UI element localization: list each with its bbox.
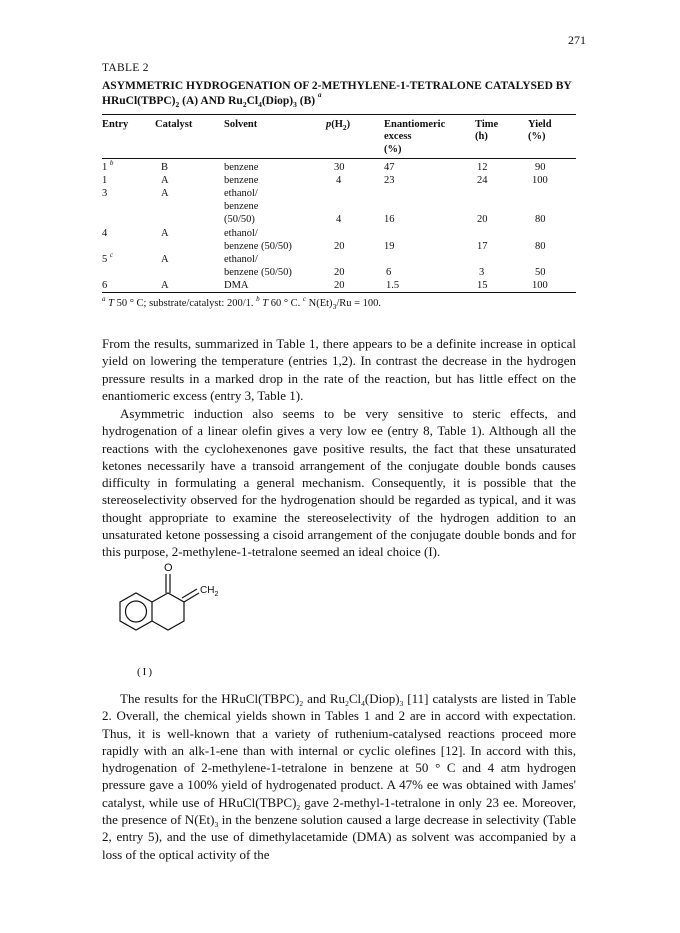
cell-pressure: 30: [334, 162, 345, 173]
cell-entry: 1: [102, 175, 108, 186]
cell-entry: 4: [102, 228, 108, 239]
header-yield-2: (%): [528, 131, 546, 142]
cell-yield: 90: [535, 162, 546, 173]
aromatic-circle: [126, 601, 147, 622]
oxygen-label: O: [164, 562, 173, 574]
cell-yield: 100: [532, 280, 548, 291]
header-ee-2: excess: [384, 131, 412, 142]
header-time-2: (h): [475, 131, 488, 142]
table-label: TABLE 2: [102, 62, 149, 74]
exocyclic-double-bond: [182, 589, 197, 598]
methylene-label: $CH_2$: [200, 585, 219, 598]
table-bottom-rule: [102, 292, 576, 293]
cell-ee: 47: [384, 162, 395, 173]
cell-solvent: benzene: [224, 162, 259, 173]
header-ee-3: (%): [384, 144, 402, 155]
body-paragraph: From the results, summarized in Table 1, there appears to be a definite increase in optical yield on lowering the temperature (entries 1,2). In contrast the decrease in the hydrogen pressure results in a marked drop in the rate of the reaction, but has little effect on the enantiomeric excess (entry 3, Table 1).: [102, 336, 576, 403]
cell-entry: 5 $^c$: [102, 251, 113, 265]
cell-time: 20: [477, 214, 488, 225]
cell-time: 17: [477, 241, 488, 252]
cell-solvent: benzene (50/50): [224, 241, 292, 252]
cell-entry: 1 $^b$: [102, 159, 114, 173]
cell-catalyst: A: [161, 280, 169, 291]
cell-solvent: benzene (50/50): [224, 267, 292, 278]
body-paragraph: The results for the $HRuCl(TBPC)_2$ and $Ru_2Cl_4(Diop)_3$ [11] catalysts are listed in Table 2. Overall, the chemical yields shown in Tables 1 and 2 are in accord with expectation. Thus, it is well-known that a variety of ruthenium-catalysed reactions proceed more rapidly with an alk-1-ene than with internal or cyclic olefines [12]. In accord with this, hydrogenation of 2-methylene-1-tetralone in benzene at 50 ° C and 4 atm hydrogen pressure gave a 100% yield of hydrogenated product. A 47% ee was obtained with James' catalyst, while use of $HRuCl(TBPC)_2$ gave 2-methyl-1-tetralone in only 23 ee. Moreover, the presence of $N(Et)_3$ in the benzene solution caused a large decrease in selectivity (Table 2, entry 5), and the use of dimethylacetamide (DMA) as solvent was accompanied by a loss of the optical activity of the: [102, 691, 576, 862]
cell-pressure: 20: [334, 267, 345, 278]
cell-time: 3: [479, 267, 485, 278]
header-pressure: $p(H_2)$: [326, 119, 351, 132]
chemical-structure-2-methylene-1-tetralone: [96, 560, 236, 664]
cell-pressure: 20: [334, 280, 345, 291]
table-header-rule: [102, 158, 576, 159]
cell-ee: 23: [384, 175, 395, 186]
exocyclic-double-bond: [184, 593, 199, 602]
cell-pressure: 20: [334, 241, 345, 252]
cell-yield: 80: [535, 214, 546, 225]
cell-yield: 50: [535, 267, 546, 278]
cell-ee: 16: [384, 214, 395, 225]
benzene-ring: [120, 593, 152, 630]
cell-catalyst: A: [161, 188, 169, 199]
cell-solvent: ethanol/: [224, 228, 258, 239]
cell-ee: 6: [386, 267, 392, 278]
cell-ee: 19: [384, 241, 395, 252]
cell-yield: 100: [532, 175, 548, 186]
cell-pressure: 4: [336, 214, 342, 225]
cell-solvent: (50/50): [224, 214, 255, 225]
cell-solvent: ethanol/: [224, 188, 258, 199]
cell-catalyst: B: [161, 162, 169, 173]
header-entry: Entry: [102, 119, 129, 130]
header-ee-1: Enantiomeric: [384, 119, 446, 130]
cell-solvent: benzene: [224, 175, 259, 186]
header-time-1: Time: [475, 119, 499, 130]
cell-time: 15: [477, 280, 488, 291]
cell-catalyst: A: [161, 228, 169, 239]
cell-solvent: DMA: [224, 280, 249, 291]
cell-pressure: 4: [336, 175, 342, 186]
cell-time: 12: [477, 162, 488, 173]
cell-entry: 3: [102, 188, 108, 199]
cell-time: 24: [477, 175, 488, 186]
cell-solvent: ethanol/: [224, 254, 258, 265]
cyclohexanone-ring: [152, 593, 184, 630]
header-solvent: Solvent: [224, 119, 258, 130]
cell-entry: 6: [102, 280, 108, 291]
header-catalyst: Catalyst: [155, 119, 193, 130]
cell-solvent: benzene: [224, 201, 259, 212]
table-title: ASYMMETRIC HYDROGENATION OF 2-METHYLENE-1-TETRALONE CATALYSED BY $HRuCl(TBPC)_2$ (A) AND $Ru_2Cl_4(Diop)_3$ (B) $^a$: [102, 80, 572, 109]
compound-label: (I): [137, 666, 154, 678]
cell-catalyst: A: [161, 254, 169, 265]
page-number: 271: [568, 33, 586, 47]
cell-catalyst: A: [161, 175, 169, 186]
cell-yield: 80: [535, 241, 546, 252]
header-yield-1: Yield: [528, 119, 552, 130]
body-paragraph: Asymmetric induction also seems to be very sensitive to steric effects, and hydrogenation of a linear olefin gives a very low ee (entry 8, Table 1). Although all the reactions with the cyclohexenones gave positive results, the fact that these unsaturated ketones necessarily have a transoid arrangement of the conjugate double bonds causes difficulty in formulating a general mechanism. Consequently, it is possible that the stereoselectivity observed for the hydrogenation should be regarded as typical, and it was thought appropriate to examine the stereoselectivity of the hydrogen addition to an unsaturated ketone possessing a cisoid arrangement of the conjugate double bonds and for this purpose, 2-methylene-1-tetralone seemed an ideal choice (I).: [102, 406, 576, 560]
table-footnote: $^a$ T 50 ° C; substrate/catalyst: 200/1. $^b$ T 60 ° C. $^c$ $N(Et)_3/Ru = 100$.: [102, 295, 382, 311]
cell-ee: 1.5: [386, 280, 400, 291]
table-top-rule: [102, 114, 576, 115]
